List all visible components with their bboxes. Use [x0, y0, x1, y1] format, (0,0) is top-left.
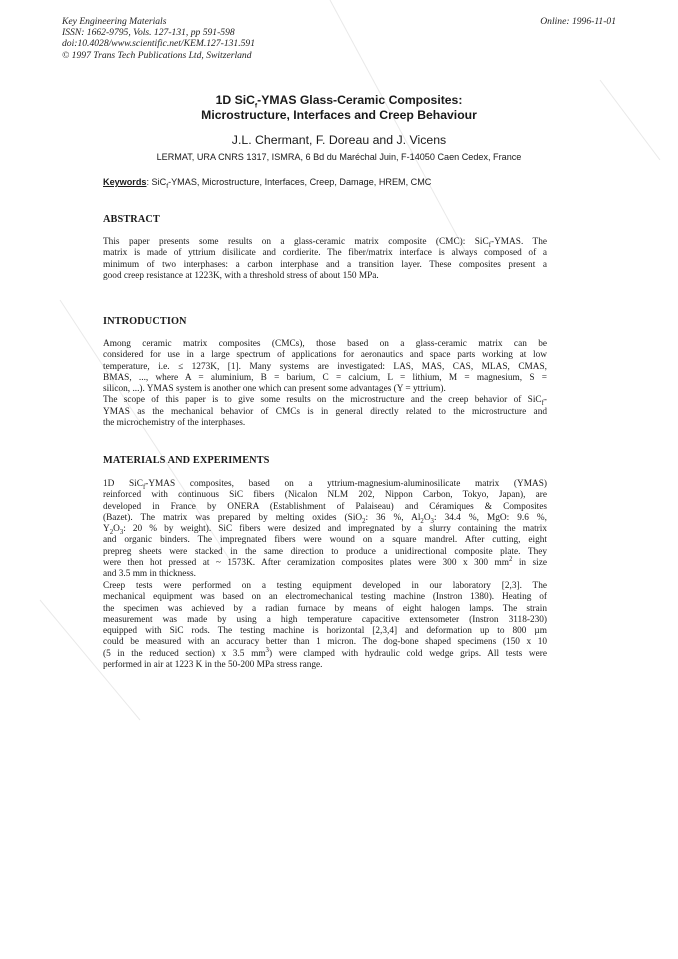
- text-line: and 3.5 mm in thickness.: [103, 569, 196, 580]
- materials-paragraph-1: [103, 479, 547, 581]
- text-line: equipped with SiC rods. The testing machine is horizontal [2,3,4] and deformation up to 800 µm: [103, 626, 547, 637]
- text-line: BMAS, ..., where A = aluminium, B = barium, C = calcium, L = lithium, M = magnesium, S =: [103, 372, 547, 383]
- text-line: performed in air at 1223 K in the 50-200 MPa stress range.: [103, 660, 323, 671]
- title-line-1: [0, 93, 678, 108]
- text-line: the microchemistry of the interphases.: [103, 418, 246, 429]
- keywords: [103, 177, 432, 190]
- journal-header: [62, 16, 255, 61]
- text-line: temperature, i.e. ≤ 1273K, [1]. Many systems are investigated: LAS, MAS, CAS, MLAS, CMAS,: [103, 361, 547, 372]
- text-line: YMAS as the mechanical behavior of CMCs is in general directly related to the microstructure and: [103, 406, 547, 417]
- introduction-paragraph: [103, 339, 547, 429]
- affiliation: LERMAT, URA CNRS 1317, ISMRA, 6 Bd du Maréchal Juin, F-14050 Caen Cedex, France: [156, 152, 522, 162]
- abstract-paragraph: [103, 237, 547, 282]
- keywords-subscript: f: [166, 182, 169, 190]
- online-date: Online: 1996-11-01: [540, 16, 616, 27]
- text-line: The scope of this paper is to give some results on the microstructure and the creep behavior of SiC$_f$-: [103, 395, 547, 408]
- doi-line: doi:10.4028/www.scientific.net/KEM.127-131.591: [62, 38, 256, 50]
- text-line: $Y_2O_3$: 20 % by weight). SiC fibers were desized and impregnated by a slurry containing the matrix: [103, 524, 547, 537]
- text-line: matrix is made of yttrium disilicate and cordierite. The fiber/matrix interface is always composed of a: [103, 248, 547, 259]
- title-line-2: Microstructure, Interfaces and Creep Behaviour: [201, 108, 477, 122]
- author-list: J.L. Chermant, F. Doreau and J. Vicens: [231, 133, 447, 147]
- title-subscript: f: [254, 102, 258, 110]
- text-line: were then hot pressed at ~ 1573K. After ceramization composites plates were 300 x 300 $mm^2$ in size: [103, 555, 547, 569]
- text-line: Among ceramic matrix composites (CMCs), those based on a glass-ceramic matrix can be: [103, 339, 547, 349]
- text-line: prepreg sheets were stacked in the same direction to produce a unidirectional composite plate. They: [103, 546, 547, 557]
- materials-heading: MATERIALS AND EXPERIMENTS: [103, 455, 270, 466]
- paper-title: [0, 93, 678, 123]
- title-text: 1D SiC: [215, 93, 255, 107]
- text-line: 1D SiC$_f$-YMAS composites, based on a yttrium-magnesium-aluminosilicate matrix (YMAS): [103, 479, 547, 491]
- text-line: the specimen was achieved by a radian furnace by means of eight halogen lamps. The strain: [103, 603, 547, 614]
- text-line: (Bazet). The matrix was prepared by melting oxides (SiO$_2$: 36 %, $Al_2O_3$: 34.4 %, MgO: 9.6 %,: [103, 512, 547, 525]
- text-line: minimum of two interphases: a carbon interphase and a transition layer. These composites present a: [103, 259, 547, 270]
- keywords-text: : SiC: [146, 177, 167, 187]
- text-line: This paper presents some results on a glass-ceramic matrix composite (CMC): SiC$_f$-YMAS. The: [103, 237, 547, 249]
- abstract-heading: ABSTRACT: [103, 214, 160, 225]
- text-line: Creep tests were performed on a testing equipment developed in our laboratory [2,3]. The: [103, 581, 547, 591]
- title-text: -YMAS Glass-Ceramic Composites:: [257, 93, 463, 107]
- text-line: silicon, ...). YMAS system is another one which can present some advantages (Y = yttrium).: [103, 384, 446, 395]
- text-line: considered for use in a large spectrum of applications for aeronautics and space parts working at low: [103, 350, 547, 361]
- text-line: and organic binders. The impregnated fibers were wound on a square mandrel. After cutting, eight: [103, 535, 547, 546]
- text-line: measurement was made by using a high temperature capacitive extensometer (Instron 3118-230): [103, 614, 547, 625]
- keywords-text: -YMAS, Microstructure, Interfaces, Creep, Damage, HREM, CMC: [168, 177, 432, 187]
- text-line: (5 in the reduced section) x 3.5 $mm^3$) were clamped with hydraulic cold wedge grips. All tests were: [103, 646, 547, 659]
- introduction-heading: INTRODUCTION: [103, 316, 187, 327]
- text-line: could be measured with an accuracy better than 1 micron. The dog-bone shaped specimens (150 x 10: [103, 637, 547, 648]
- copyright-line: © 1997 Trans Tech Publications Ltd, Switzerland: [62, 49, 252, 61]
- text-line: developed in France by ONERA (Establishment of Palaiseau) and Céramiques & Composites: [103, 501, 547, 512]
- materials-paragraph-2: [103, 581, 547, 671]
- keywords-label: Keywords: [103, 177, 147, 187]
- issn-line: ISSN: 1662-9795, Vols. 127-131, pp 591-598: [62, 27, 235, 39]
- journal-name: Key Engineering Materials: [62, 16, 167, 27]
- text-line: mechanical equipment was based on an electromechanical testing machine (Instron 1380). Heating of: [103, 592, 547, 603]
- text-line: good creep resistance at 1223K, with a threshold stress of about 150 MPa.: [103, 270, 379, 281]
- text-line: reinforced with continuous SiC fibers (Nicalon NLM 202, Nippon Carbon, Tokyo, Japan), are: [103, 490, 547, 501]
